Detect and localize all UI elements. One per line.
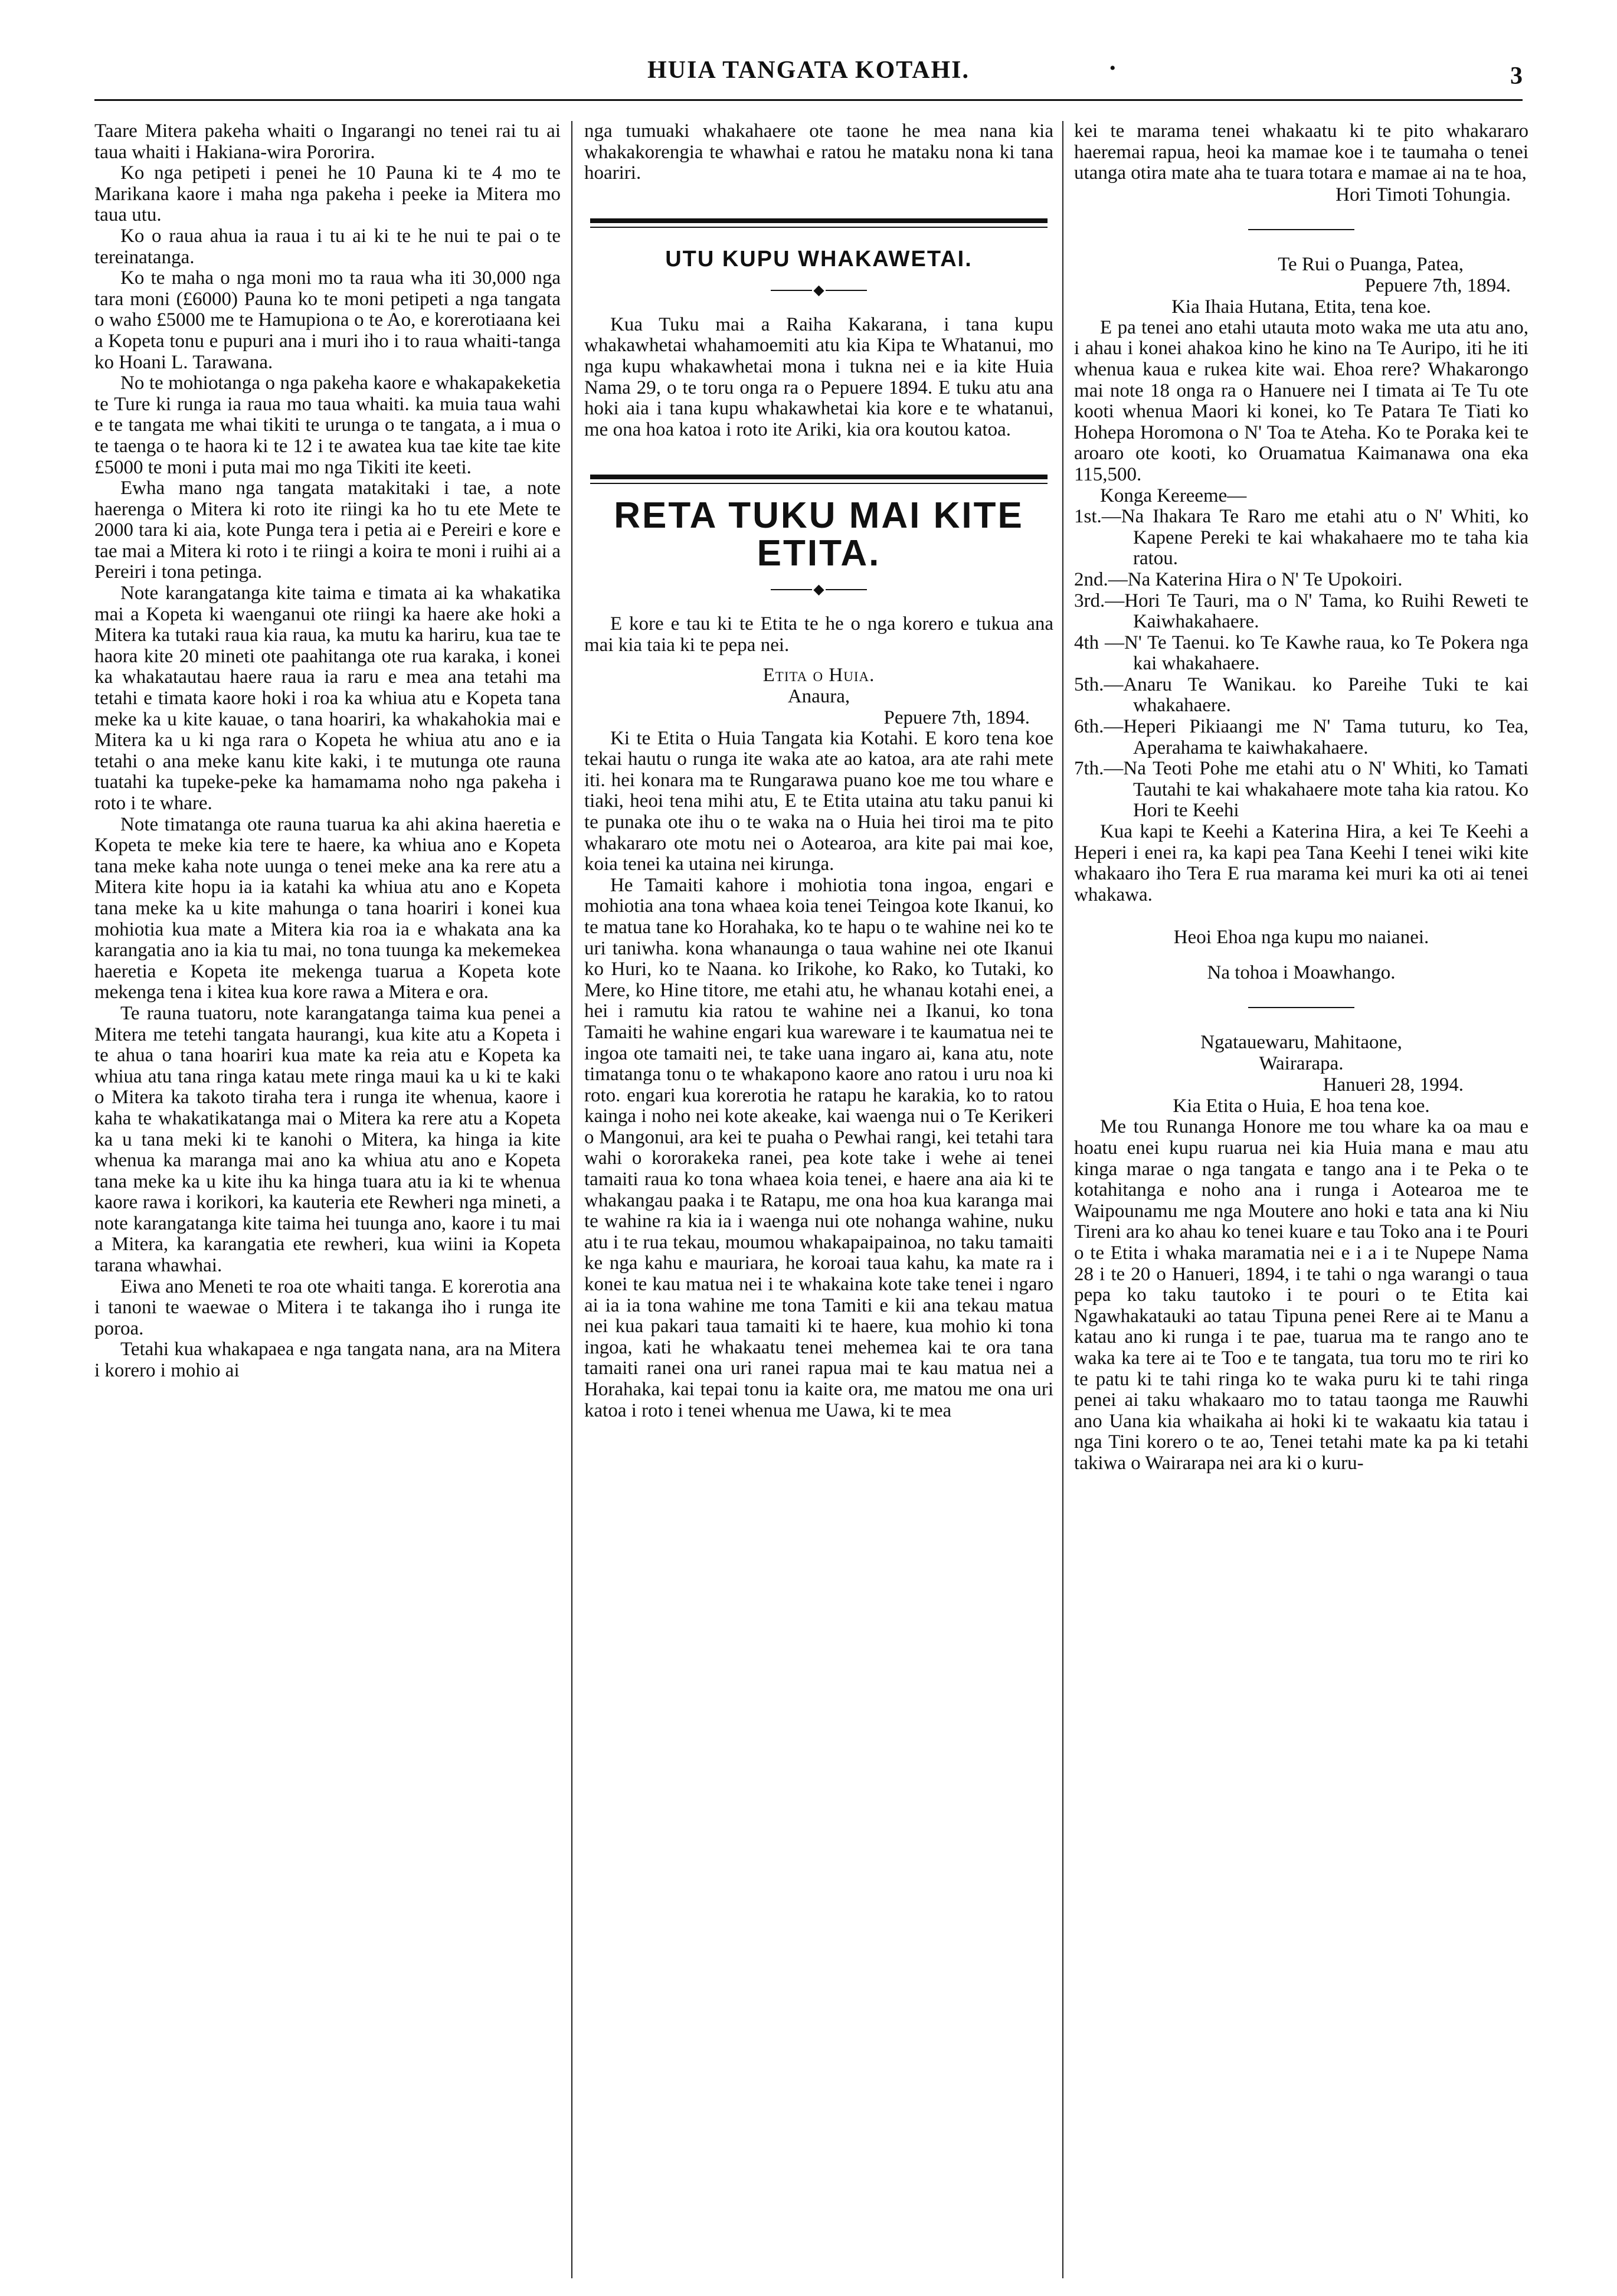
- column-2: [584, 121, 1053, 2278]
- letter-greeting: Kia Etita o Huia, E hoa tena koe.: [1173, 1095, 1430, 1117]
- section-heading: RETA TUKU MAI KITE ETITA.: [614, 495, 1024, 574]
- section-heading: UTU KUPU WHAKAWETAI.: [665, 246, 973, 272]
- letter-date: Hanueri 28, 1994.: [1323, 1074, 1464, 1096]
- section-rule-thick: [590, 475, 1048, 479]
- letter-place: Wairarapa.: [1259, 1053, 1344, 1075]
- claim-item: 6th.—Heperi Pikiaangi me N' Tama tuturu, ko Tea, Aperahama te kaiwhakahaere.: [1074, 716, 1528, 758]
- page-number: 3: [1510, 63, 1523, 90]
- paragraph: Tetahi kua whakapaea e nga tangata nana, ara na Mitera i korero i mohio ai: [94, 1339, 561, 1382]
- signature: Na tohoa i Moawhango.: [1207, 962, 1396, 984]
- signature: Hori Timoti Tohungia.: [1336, 184, 1511, 205]
- section-rule-thin: [590, 227, 1048, 228]
- letter-date: Pepuere 7th, 1894.: [883, 707, 1030, 728]
- paragraph: Note timatanga ote rauna tuarua ka ahi akina haeretia e Kopeta te meke kia tere te haere, ka whiua ano e Kopeta tana meke kaha note uunga o tenei meke ana ka rere atu a Mitera kite hopu ia ia katahi ka whiua atu ano e Kopeta tana meke ka u kite mahunga o tana hoariri i konei kua mohiotia kua mate a Mitera kia roa ia e whakata ana ka karangatia ano ia kia tu mai, no tona tuunga ka mekemekea haeretia e Kopeta ite mekenga tuarua a Kopeta kote mekenga tena i kitea kua kore rawa a Mitera e ora.: [94, 813, 561, 1003]
- claim-item: 2nd.—Na Katerina Hira o N' Te Upokoiri.: [1074, 568, 1403, 590]
- letter-place: Ngatauewaru, Mahitaone,: [1200, 1032, 1402, 1054]
- column-1: [94, 121, 561, 2278]
- paragraph: Ko te maha o nga moni mo ta raua wha iti 30,000 nga tara moni (£6000) Pauna ko te moni petipeti a nga tangata o waho £5000 me te Hamupiona o te Ao, e korerotiaana kei a Kopeta tonu e pupuri ana i muri iho i to raua whaiti-tanga ko Hoani L. Tarawana.: [94, 267, 561, 373]
- masthead: [94, 56, 1523, 97]
- paragraph: Ko nga petipeti i penei he 10 Pauna ki te 4 mo te Marikana kaore i maha nga pakeha i peeke ia Mitera mo taua utu.: [94, 162, 561, 226]
- claim-item: 5th.—Anaru Te Wanikau. ko Pareihe Tuki te kai whakahaere.: [1074, 673, 1528, 717]
- paragraph: Kua kapi te Keehi a Katerina Hira, a kei Te Keehi a Heperi i enei ra, ka kapi pea Tana Keehi I tenei wiki kite whakaaro iho Tera E rua marama kei muri ka oti ai tenei whakawa.: [1074, 821, 1528, 905]
- paragraph: He Tamaiti kahore i mohiotia tona ingoa, engari e mohiotia ana tona whaea koia tenei Teingoa kote Ikanui, ko te matua tane ko Horahaka, ko te hapu o te wahine nei ko te uri taniwha. kona whanaunga o taua wahine nei ote Ikanui ko Huri, ko te Naana. ko Irikohe, ko Rako, ko Tutaki, ko Mere, ko Hine titore, me etahi atu, he whanau kotahi enei, a hei i ramutu kia ratou te wahine nei a Ikanui, ko tona Tamaiti he wahine engari kua wareware i te kaumatua nei te ingoa ote tamaiti nei, te take uana ingaro ai, kana atu, note timatanga tonu o te whakapono kaore ano ratou i uru noa ki roto. engari kua korerotia he ratapu he karakia, ko to ratou kainga i noho nei kote akeake, kai waenga nui o Te Kerikeri o Mangonui, ara kei te puaha o Pewhai rangi, kei tetahi tara wahi o kororakeka ranei, pea kote take i wehe ai tenei tamaiti raua ko tona whaea koia tenei, e haere ana aia ki te whakangau paaka i te Ratapu, me ona hoa kua karanga mai te wahine ra kia ia i waenga nui ote nohanga wahine, nuku atu i te rua tekau, moumou whakapaipainoa, no taku tamaiti ke nga kahu e mauriara, he koroai taua kahu, ka mate ra i konei te kau matua nei i te whakaina kote take tenei i ngaro ai ia ia tona wahine me tona Tamiti e kii ana tekau matua nei kua pakari taua tamaiti ki te haere, kua mohio ki tona ingoa, kati he whakaatu tenei mehemea kai te ora tana tamaiti ranei ona uri ranei rapua mai te kau matua nei a Horahaka, kai tepai tonu ia kaite ora, me matou me ona uri katoa i roto i tenei whenua me Uawa, ki te mea: [584, 874, 1053, 1421]
- ornament-divider: ◆: [584, 279, 1053, 300]
- newspaper-title: HUIA TANGATA KOTAHI.: [647, 57, 970, 84]
- paragraph: No te mohiotanga o nga pakeha kaore e whakapakeketia te Ture ki runga ia raua mo taua whaiti. ka muia taua wahi e te tangata me whai tikiti te urunga o te tangata, a i mua o te taenga o te haora ki te 12 i te awatea kua tae kite tae kite £5000 te moni i puta mai mo nga Tikiti ite keeti.: [94, 372, 561, 478]
- letter-separator: [1248, 1007, 1354, 1008]
- paragraph: nga tumuaki whakahaere ote taone he mea nana kia whakakorengia te whawhai e ratou he mataku nona ki tana hoariri.: [584, 121, 1053, 184]
- section-rule-thick: [590, 218, 1048, 223]
- paragraph: Note karangatanga kite taima e timata ai ka whakatika mai a Kopeta ki waenganui ote riingi ka haere ake hoki a Mitera ka tutaki raua kia raua, ka mutu ka hariru, kua tae te haora kite 20 mineti ote paahitanga ote rua karaka, i konei ka whakatautau haere raua ia raru e mea ana tetahi ma tetahi e timata kaore hoki i roa ka whiua atu e Kopeta tana meke ka u kite kauae, o tana hoariri, ka whakahokia mai e Mitera ka u ki nga rara o Kopeta he whiua atu ano e ia tetahi o ana meke kanu kite kaki, i te mutunga ote rauna tuatahi ka tupeke-peke ka hamamama noho nga pakeha i roto i te whare.: [94, 583, 561, 814]
- paragraph: Me tou Runanga Honore me tou whare ka oa mau e hoatu enei kupu ruarua nei kia Huia mana e mau atu kinga marae o nga tangata e tango ana i te Peka o te kotahitanga e noho ana i runga i Aotearoa me te Waipounamu me nga Moutere ano hoki e tata ana ki Niu Tireni ara ko ahau ko tenei kuare e tau Toko ana i te Pouri o te Etita i whaka maramatia nei e i a i te Nupepe Nama 28 i te 20 o Hanueri, 1894, i te tahi o nga warangi o taua pepa ko taku tautoko i te pouri o te Etita kai Ngawhakatauki ao tatau Tipuna penei Rere ai te Manu a katau ano ki runga i te pae, tuarua ma te rango ano te waka ka tere ai te Too e te tangata, tua toru mo te riri ko te patu ki te tahi ringa ko te waka puru ki te tahi ringa penei ai taku whakaaro mo to tatau taonga me Rauwhi ano Uana kia whaikaha ai hoki ki te wakaatu kia tatau i nga Tini korero o te ao, Tenei tetahi mate ka pa ki tetahi takiwa o Wairarapa nei ara ki o kuru-: [1074, 1116, 1528, 1474]
- masthead-rule: [94, 99, 1523, 101]
- paragraph: Kua Tuku mai a Raiha Kakarana, i tana kupu whakawhetai whahamoemiti atu kia Kipa te Whatanui, mo nga kupu whakawhetai mona i tukna nei e ia kite Huia Nama 29, o te toru onga ra o Pepuere 1894. E tuku atu ana hoki aia i tana kupu whakawhetai kia kore e te whatanui, me ona hoa katoa i roto ite Ariki, kia ora koutou katoa.: [584, 313, 1053, 440]
- column-divider: [1062, 121, 1063, 2278]
- paragraph: Taare Mitera pakeha whaiti o Ingarangi no tenei rai tu ai taua whaiti i Hakiana-wira Pororira.: [94, 121, 561, 163]
- letter-place: Te Rui o Puanga, Patea,: [1278, 253, 1464, 275]
- editorial-note: E kore e tau ki te Etita te he o nga korero e tukua ana mai kia taia ki te pepa nei.: [584, 613, 1053, 656]
- column-divider: [571, 121, 572, 2278]
- column-3: [1074, 121, 1528, 2278]
- paragraph: Ko o raua ahua ia raua i tu ai ki te he nui te pai o te tereinatanga.: [94, 225, 561, 268]
- letter-place: Anaura,: [787, 685, 850, 707]
- masthead-bullet: •: [1109, 58, 1116, 78]
- letter-closing: Heoi Ehoa nga kupu mo naianei.: [1173, 927, 1429, 949]
- claim-item: 1st.—Na Ihakara Te Raro me etahi atu o N' Whiti, ko Kapene Pereki te kai whakahaere mo te taha kia ratou.: [1074, 506, 1528, 570]
- letter-date: Pepuere 7th, 1894.: [1364, 274, 1511, 296]
- paragraph: Ewha mano nga tangata matakitaki i tae, a note haerenga o Mitera ki roto ite riingi ka ho tu ete Mete te 2000 tara ki aia, kote Punga tera i petia ai e Pereiri e kore e tae mai a Mitera ki roto i te riingi a koira te moni i ruihi ai a Pereiri i tona petinga.: [94, 477, 561, 583]
- paragraph: kei te marama tenei whakaatu ki te pito whakararo haeremai rapua, heoi ka mamae koe i te taumaha o tenei utanga otira mate aha te tuara totara e mamae ai na te hoa,: [1074, 121, 1528, 184]
- section-rule-thin: [590, 483, 1048, 484]
- paragraph: Eiwa ano Meneti te roa ote whaiti tanga. E korerotia ana i tanoni te waewae o Mitera i te takanga iho i runga ite poroa.: [94, 1275, 561, 1339]
- paragraph: Te rauna tuatoru, note karangatanga taima kua penei a Mitera me tetehi tangata haurangi, kua kite atu a Kopeta i te ahua o tana hoariri kua mate ka reia atu e Kopeta ka whiua atu tana ringa katau mete ringa maui ka u ki te kaki o Mitera ka takoto tiraha tera i runga ite whenua, kaore i kaha te whakatikatanga mai o Mitera ka rere atu a Kopeta ka u tana meki ki te kanohi o Mitera, ka hinga ia kite whenua ka maranga mai ano ka whiua atu ano e Kopeta tana meke ka u kite ihu ka hinga tuara atu ia ki te whenua kaore rawa i korikori, ka kauteria ete Rewheri nga mineti, a note karangatanga kite taima hei tuunga ano, kaore i tu mai a Mitera, ka karangatia ete rewheri, kua wiini ia Kopeta tarana whawhai.: [94, 1002, 561, 1277]
- letter-greeting: Kia Ihaia Hutana, Etita, tena koe.: [1171, 296, 1431, 318]
- claim-item: 7th.—Na Teoti Pohe me etahi atu o N' Whiti, ko Tamati Tautahi te kai whakahaere mote taha kia ratou. Ko Hori te Keehi: [1074, 758, 1528, 822]
- ornament-divider: ◆: [584, 578, 1053, 600]
- paragraph: E pa tenei ano etahi utauta moto waka me uta atu ano, i ahau i konei ahakoa kino he kino na Te Auripo, iti he iti whenua kaua e rukea kite wai. Ehoa rere? Whakarongo mai note 18 onga ra o Hanuere nei I timata ai Te Tu ote kooti whenua Maori ki konei, ko Te Patara Te Tiati ko Hohepa Horomona o N' Toa te Ateha. Ko te Poraka kei te aroaro ote kooti, ko Oruamatua Kaimanawa ona eka 115,500.: [1074, 316, 1528, 485]
- letter-separator: [1248, 229, 1354, 230]
- list-heading: Konga Kereeme—: [1100, 485, 1247, 506]
- claim-item: 3rd.—Hori Te Tauri, ma o N' Tama, ko Ruihi Reweti te Kaiwhakahaere.: [1074, 590, 1528, 633]
- paragraph: Ki te Etita o Huia Tangata kia Kotahi. E koro tena koe tekai hautu o runga ite waka ate ao katoa, ara ate rahi mete iti. hei konara ma te Rungarawa puano koe me tou whare e tiaki, heoi tena mihi atu, E te Etita utaina atu taku panui ki te punaka ote ihu o te waka na o Huia hei tiroi ma te pito whakararo ote motu nei o Aotearoa, ara kite pai mai koe, koia tenei ka utaina nei kirunga.: [584, 727, 1053, 875]
- letter-heading: Etita o Huia.: [762, 664, 875, 686]
- claim-item: 4th —N' Te Taenui. ko Te Kawhe raua, ko Te Pokera nga kai whakahaere.: [1074, 632, 1528, 675]
